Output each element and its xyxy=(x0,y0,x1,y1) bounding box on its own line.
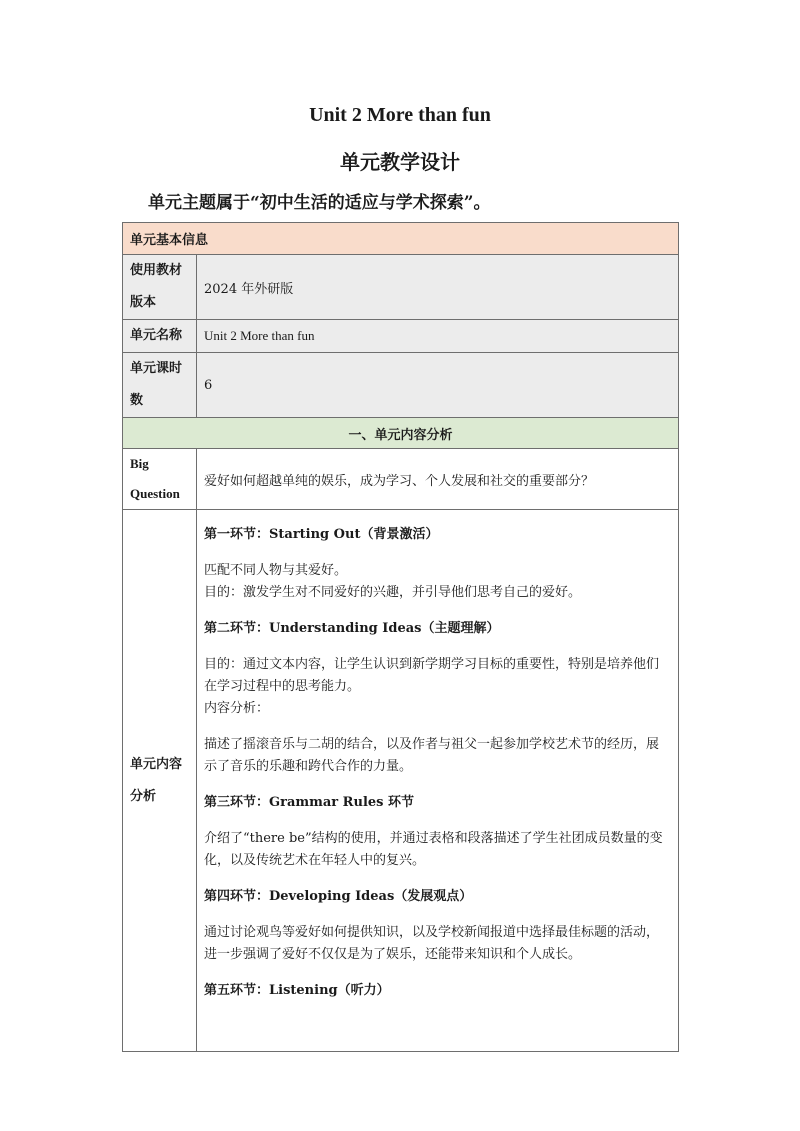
lesson-count-row xyxy=(123,353,679,418)
section-2-title: 第二环节：Understanding Ideas（主题理解） xyxy=(204,621,500,636)
basic-info-header-row xyxy=(123,223,679,255)
big-question-label: Big Question xyxy=(123,449,197,510)
lesson-count-value: 6 xyxy=(197,353,679,418)
section-2-line-3: 描述了摇滚音乐与二胡的结合，以及作者与祖父一起参加学校艺术节的经历，展示了音乐的乐趣和跨代合作的力量。 xyxy=(204,737,660,774)
document-title-cn: 单元教学设计 xyxy=(340,150,460,174)
textbook-row xyxy=(123,255,679,320)
big-question-row xyxy=(123,449,679,510)
unit-name-value: Unit 2 More than fun xyxy=(197,320,679,353)
section-1-line-1: 匹配不同人物与其爱好。 xyxy=(204,563,348,578)
section-1-line-2: 目的：激发学生对不同爱好的兴趣，并引导他们思考自己的爱好。 xyxy=(204,585,582,600)
section-2-line-1: 目的：通过文本内容，让学生认识到新学期学习目标的重要性，特别是培养他们在学习过程中的思考能力。 xyxy=(204,657,660,694)
unit-design-table xyxy=(122,222,679,1052)
section-3-line-1: 介绍了“there be”结构的使用，并通过表格和段落描述了学生社团成员数量的变化，以及传统艺术在年轻人中的复兴。 xyxy=(204,831,663,868)
section-5-title: 第五环节：Listening（听力） xyxy=(204,983,390,998)
content-analysis-row xyxy=(123,510,679,1052)
section-1-title: 第一环节：Starting Out（背景激活） xyxy=(204,527,439,542)
textbook-label: 使用教材版本 xyxy=(123,255,197,320)
unit-name-row xyxy=(123,320,679,353)
unit-name-label: 单元名称 xyxy=(123,320,197,353)
big-question-value: 爱好如何超越单纯的娱乐，成为学习、个人发展和社交的重要部分？ xyxy=(197,449,679,510)
unit-theme-statement: 单元主题属于“初中生活的适应与学术探索”。 xyxy=(148,193,491,213)
textbook-value: 2024 年外研版 xyxy=(197,255,679,320)
content-analysis-label: 单元内容分析 xyxy=(123,510,197,1052)
section-4-line-1: 通过讨论观鸟等爱好如何提供知识，以及学校新闻报道中选择最佳标题的活动，进一步强调了爱好不仅仅是为了娱乐，还能带来知识和个人成长。 xyxy=(204,925,660,962)
section-4-title: 第四环节：Developing Ideas（发展观点） xyxy=(204,889,473,904)
section-2-line-2: 内容分析： xyxy=(204,701,270,716)
lesson-count-label: 单元课时数 xyxy=(123,353,197,418)
analysis-header-row xyxy=(123,418,679,449)
content-analysis-body xyxy=(197,510,679,1052)
analysis-header: 一、单元内容分析 xyxy=(123,418,679,449)
section-3-title: 第三环节：Grammar Rules 环节 xyxy=(204,795,414,810)
document-title-en: Unit 2 More than fun xyxy=(309,104,491,126)
basic-info-header: 单元基本信息 xyxy=(123,223,679,255)
